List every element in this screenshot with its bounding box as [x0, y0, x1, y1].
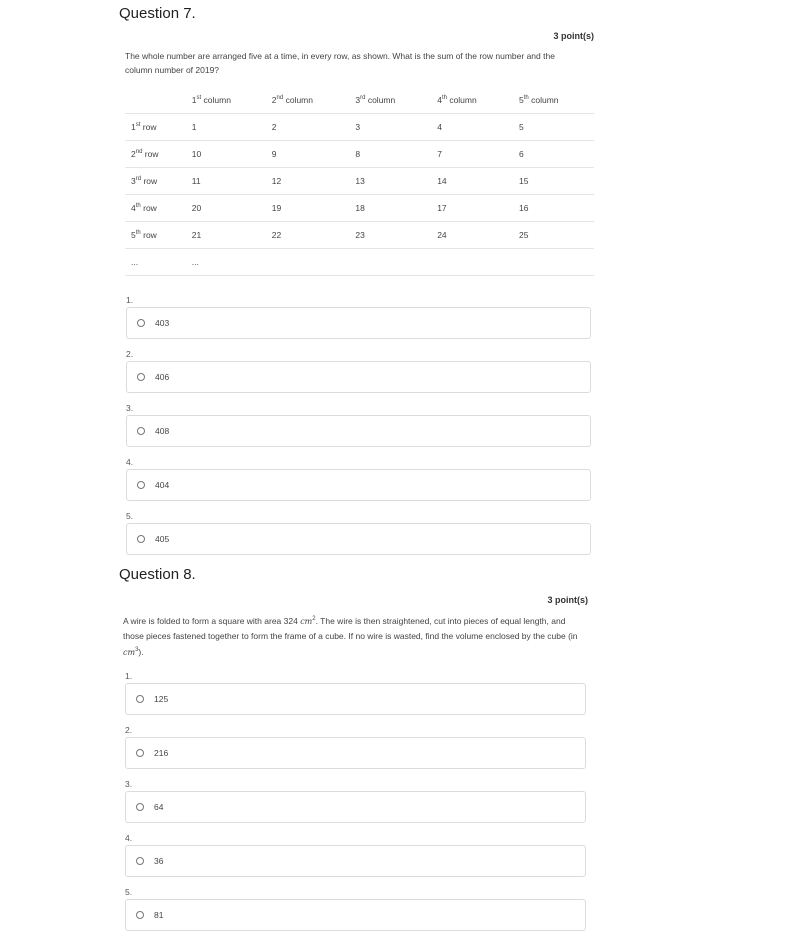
option-label: 64: [154, 802, 164, 812]
unit-cm: cm: [300, 616, 313, 626]
header-ordinal: 3: [355, 95, 361, 105]
radio-button[interactable]: [136, 803, 144, 811]
option-number: 2.: [125, 725, 133, 735]
table-cell: 21: [186, 222, 266, 249]
arrangement-table: [125, 87, 594, 276]
table-cell: 5: [513, 114, 594, 141]
exponent-2: 2: [312, 616, 316, 622]
table-cell: 24: [431, 222, 513, 249]
option-label: 405: [155, 534, 170, 544]
header-suffix: rd: [360, 95, 366, 101]
row-header: [125, 195, 186, 222]
row-ordinal: 1: [131, 122, 136, 132]
column-header: [186, 87, 266, 114]
radio-button[interactable]: [136, 695, 144, 703]
table-cell: 16: [513, 195, 594, 222]
header-word: column: [528, 95, 559, 105]
answer-option-3[interactable]: [125, 791, 586, 823]
row-ordinal: ...: [131, 257, 139, 267]
table-cell: 19: [266, 195, 350, 222]
row-word: row: [140, 230, 157, 240]
table-cell: 9: [266, 141, 350, 168]
option-label: 404: [155, 480, 170, 490]
question-8-title: Question 8.: [119, 566, 196, 583]
radio-button[interactable]: [137, 373, 145, 381]
header-word: column: [283, 95, 313, 105]
option-label: 216: [154, 748, 169, 758]
option-label: 36: [154, 856, 164, 866]
header-ordinal: 4: [437, 95, 442, 105]
row-header: [125, 222, 186, 249]
table-cell: 14: [431, 168, 513, 195]
header-suffix: th: [523, 95, 529, 101]
row-ordinal: 5: [131, 230, 136, 240]
row-ordinal: 3: [131, 176, 136, 186]
table-cell: 18: [349, 195, 431, 222]
header-word: column: [201, 95, 231, 105]
radio-button[interactable]: [136, 749, 144, 757]
option-number: 4.: [125, 833, 133, 843]
table-cell: 10: [186, 141, 266, 168]
option-label: 408: [155, 426, 170, 436]
table-cell: 8: [349, 141, 431, 168]
radio-button[interactable]: [136, 857, 144, 865]
prompt-text: . The wire is then straightened, cut into pieces of equal length, and those pieces fastened together to form the frame of a cube. If no wire is wasted, find the volume enclosed by the cube (in: [123, 615, 578, 641]
table-cell: [431, 249, 513, 276]
option-number: 5.: [125, 887, 133, 897]
table-row: [125, 141, 594, 168]
table-cell: [349, 249, 431, 276]
row-word: row: [140, 203, 157, 213]
option-number: 2.: [126, 349, 134, 359]
table-cell: 3: [349, 114, 431, 141]
prompt-text: ).: [138, 646, 144, 657]
header-ordinal: 1: [191, 95, 197, 105]
answer-option-3[interactable]: [126, 415, 591, 447]
radio-button[interactable]: [137, 427, 145, 435]
row-suffix: st: [135, 122, 141, 128]
prompt-text: A wire is folded to form a square with area 324: [123, 615, 301, 626]
header-word: column: [446, 95, 477, 105]
question-7-points: 3 point(s): [553, 31, 594, 41]
row-word: row: [140, 122, 157, 132]
column-header: [431, 87, 513, 114]
row-suffix: th: [135, 203, 141, 209]
header-word: column: [365, 95, 396, 105]
table-cell: [266, 249, 350, 276]
column-header: [513, 87, 594, 114]
header-suffix: st: [196, 95, 202, 101]
answer-option-1[interactable]: [125, 683, 586, 715]
option-number: 3.: [125, 779, 133, 789]
row-header: [125, 249, 186, 276]
table-row: [125, 168, 594, 195]
row-suffix: nd: [135, 149, 143, 155]
table-cell: 2: [266, 114, 350, 141]
header-corner: [125, 87, 186, 114]
table-cell: 11: [186, 168, 266, 195]
header-suffix: th: [441, 95, 447, 101]
answer-option-4[interactable]: [125, 845, 586, 877]
unit-cm: cm: [123, 647, 136, 657]
header-ordinal: 5: [519, 95, 524, 105]
option-number: 5.: [126, 511, 134, 521]
column-header: [349, 87, 431, 114]
option-label: 81: [154, 910, 164, 920]
answer-option-2[interactable]: [126, 361, 591, 393]
header-suffix: nd: [276, 95, 284, 101]
table-cell: [513, 249, 594, 276]
table-cell: ...: [186, 249, 266, 276]
table-cell: 12: [266, 168, 350, 195]
table-row: [125, 195, 594, 222]
question-8-points: 3 point(s): [547, 595, 588, 605]
radio-button[interactable]: [137, 535, 145, 543]
table-row: [125, 114, 594, 141]
column-header: [266, 87, 350, 114]
table-cell: 1: [186, 114, 266, 141]
table-cell: 6: [513, 141, 594, 168]
table-cell: 7: [431, 141, 513, 168]
option-label: 406: [155, 372, 170, 382]
option-label: 403: [155, 318, 170, 328]
row-suffix: rd: [135, 176, 142, 182]
table-cell: 22: [266, 222, 350, 249]
answer-option-4[interactable]: [126, 469, 591, 501]
header-ordinal: 2: [271, 95, 277, 105]
row-header: [125, 114, 186, 141]
table-cell: 15: [513, 168, 594, 195]
answer-option-1[interactable]: [126, 307, 591, 339]
row-header: [125, 168, 186, 195]
radio-button[interactable]: [137, 319, 145, 327]
row-ordinal: 2: [131, 149, 136, 159]
table-row: [125, 222, 594, 249]
table-cell: 20: [186, 195, 266, 222]
option-label: 125: [154, 694, 169, 704]
row-word: row: [142, 149, 159, 159]
question-7-title: Question 7.: [119, 5, 196, 22]
table-cell: 4: [431, 114, 513, 141]
table-header-row: [125, 87, 594, 114]
answer-option-2[interactable]: [125, 737, 586, 769]
option-number: 1.: [125, 671, 133, 681]
option-number: 1.: [126, 295, 134, 305]
row-header: [125, 141, 186, 168]
exponent-3: 3: [135, 646, 139, 653]
answer-option-5[interactable]: [126, 523, 591, 555]
radio-button[interactable]: [136, 911, 144, 919]
table-cell: 17: [431, 195, 513, 222]
row-ordinal: 4: [131, 203, 136, 213]
table-cell: 13: [349, 168, 431, 195]
option-number: 4.: [126, 457, 134, 467]
table-row: [125, 249, 594, 276]
row-suffix: th: [135, 230, 141, 236]
option-number: 3.: [126, 403, 134, 413]
answer-option-5[interactable]: [125, 899, 586, 931]
table-cell: 25: [513, 222, 594, 249]
table-cell: 23: [349, 222, 431, 249]
question-7-prompt: The whole number are arranged five at a time, in every row, as shown. What is the sum of the row number and the column number of 2019?: [125, 51, 555, 75]
radio-button[interactable]: [137, 481, 145, 489]
question-8-prompt: [123, 612, 588, 660]
row-word: row: [141, 176, 158, 186]
